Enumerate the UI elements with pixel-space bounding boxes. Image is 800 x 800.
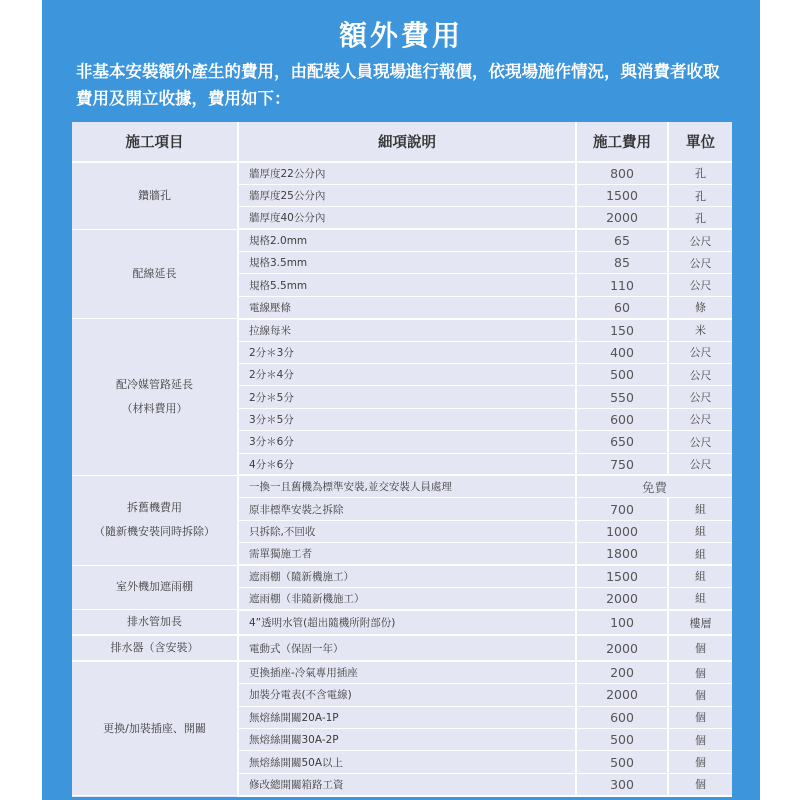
fee-cell: 200 — [576, 661, 668, 683]
fee-panel — [42, 0, 760, 800]
detail-cell: 需單獨施工者 — [238, 543, 576, 565]
table-row — [72, 610, 732, 636]
category-cell — [72, 162, 238, 229]
detail-cell: 無熔絲開關30A-2P — [238, 728, 576, 750]
category-cell — [72, 319, 238, 476]
unit-cell: 個 — [668, 706, 732, 728]
fee-cell: 2000 — [576, 207, 668, 229]
unit-cell: 個 — [668, 635, 732, 661]
category-cell — [72, 661, 238, 795]
unit-cell: 個 — [668, 684, 732, 706]
fee-cell: 2000 — [576, 684, 668, 706]
header-detail: 細項說明 — [238, 122, 576, 162]
table-header-row — [72, 122, 732, 162]
header-unit: 單位 — [668, 122, 732, 162]
category-label: 排水器（含安裝） — [110, 641, 199, 655]
fee-cell: 1500 — [576, 184, 668, 206]
category-cell — [72, 229, 238, 319]
fee-cell: 300 — [576, 773, 668, 795]
detail-cell: 拉線每米 — [238, 319, 576, 341]
unit-cell: 公尺 — [668, 252, 732, 274]
detail-cell: 電動式（保固一年） — [238, 635, 576, 661]
detail-cell: 修改總開關箱路工資 — [238, 773, 576, 795]
detail-cell: 3分＊6分 — [238, 431, 576, 453]
fee-cell: 400 — [576, 341, 668, 363]
fee-cell: 60 — [576, 296, 668, 318]
unit-cell: 樓層 — [668, 610, 732, 636]
fee-cell: 700 — [576, 498, 668, 520]
fee-cell: 750 — [576, 453, 668, 475]
detail-cell: 更換插座-冷氣專用插座 — [238, 661, 576, 683]
detail-cell: 2分＊3分 — [238, 341, 576, 363]
fee-cell: 110 — [576, 274, 668, 296]
detail-cell: 只拆除,不回收 — [238, 520, 576, 542]
fee-cell: 2000 — [576, 635, 668, 661]
detail-cell: 遮雨棚（隨新機施工） — [238, 565, 576, 587]
fee-cell: 1000 — [576, 520, 668, 542]
unit-cell: 公尺 — [668, 431, 732, 453]
fee-cell: 500 — [576, 751, 668, 773]
detail-cell: 加裝分電表(不含電線) — [238, 684, 576, 706]
unit-cell: 孔 — [668, 207, 732, 229]
detail-cell: 3分＊5分 — [238, 408, 576, 430]
unit-cell: 公尺 — [668, 341, 732, 363]
table-row — [72, 475, 732, 497]
fee-cell: 600 — [576, 408, 668, 430]
detail-cell: 4”透明水管(超出隨機所附部份) — [238, 610, 576, 636]
page-title: 額外費用 — [338, 19, 463, 52]
fee-cell: 650 — [576, 431, 668, 453]
unit-cell: 個 — [668, 728, 732, 750]
category-label: （隨新機安裝同時拆除） — [94, 525, 215, 539]
table-row — [72, 319, 732, 341]
unit-cell: 孔 — [668, 184, 732, 206]
unit-cell: 公尺 — [668, 229, 732, 251]
detail-cell: 2分＊5分 — [238, 386, 576, 408]
fee-cell: 免費 — [576, 475, 732, 497]
fee-cell: 85 — [576, 252, 668, 274]
detail-cell: 牆厚度25公分內 — [238, 184, 576, 206]
detail-cell: 無熔絲開關50A以上 — [238, 751, 576, 773]
detail-cell: 遮雨棚（非隨新機施工） — [238, 587, 576, 609]
detail-cell: 無熔絲開關20A-1P — [238, 706, 576, 728]
detail-cell: 一換一且舊機為標準安裝,並交安裝人員處理 — [238, 475, 576, 497]
fee-cell: 150 — [576, 319, 668, 341]
table-row — [72, 661, 732, 683]
detail-cell: 原非標準安裝之拆除 — [238, 498, 576, 520]
fee-table-body — [72, 162, 732, 796]
header-item: 施工項目 — [72, 122, 238, 162]
fee-cell: 1500 — [576, 565, 668, 587]
unit-cell: 個 — [668, 773, 732, 795]
fee-cell: 1800 — [576, 543, 668, 565]
fee-cell: 500 — [576, 364, 668, 386]
detail-cell: 規格2.0mm — [238, 229, 576, 251]
fee-cell: 550 — [576, 386, 668, 408]
fee-table — [72, 122, 732, 797]
category-label: 室外機加遮雨棚 — [116, 580, 193, 594]
unit-cell: 個 — [668, 661, 732, 683]
category-cell — [72, 565, 238, 610]
unit-cell: 組 — [668, 520, 732, 542]
fee-cell: 65 — [576, 229, 668, 251]
category-label: 鑽牆孔 — [138, 188, 171, 202]
category-label: 更換/加裝插座、開關 — [103, 721, 206, 735]
unit-cell: 孔 — [668, 162, 732, 184]
unit-cell: 公尺 — [668, 386, 732, 408]
detail-cell: 電線壓條 — [238, 296, 576, 318]
fee-cell: 600 — [576, 706, 668, 728]
table-row — [72, 565, 732, 587]
fee-cell: 500 — [576, 728, 668, 750]
table-row — [72, 229, 732, 251]
detail-cell: 2分＊4分 — [238, 364, 576, 386]
unit-cell: 公尺 — [668, 274, 732, 296]
unit-cell: 公尺 — [668, 453, 732, 475]
fee-cell: 100 — [576, 610, 668, 636]
unit-cell: 組 — [668, 498, 732, 520]
table-row — [72, 162, 732, 184]
fee-cell: 2000 — [576, 587, 668, 609]
unit-cell: 組 — [668, 587, 732, 609]
category-cell — [72, 635, 238, 661]
category-cell — [72, 475, 238, 565]
detail-cell: 規格5.5mm — [238, 274, 576, 296]
fee-cell: 800 — [576, 162, 668, 184]
category-label: 配冷媒管路延長 — [116, 378, 193, 392]
category-label: 拆舊機費用 — [127, 501, 182, 515]
intro-text: 非基本安裝額外產生的費用，由配裝人員現場進行報價，依現場施作情況，與消費者收取費用及開立收據，費用如下： — [76, 62, 720, 108]
detail-cell: 4分＊6分 — [238, 453, 576, 475]
unit-cell: 組 — [668, 543, 732, 565]
header-fee: 施工費用 — [576, 122, 668, 162]
category-cell — [72, 610, 238, 636]
unit-cell: 組 — [668, 565, 732, 587]
unit-cell: 個 — [668, 751, 732, 773]
category-label: 配線延長 — [132, 266, 177, 280]
detail-cell: 牆厚度40公分內 — [238, 207, 576, 229]
unit-cell: 米 — [668, 319, 732, 341]
unit-cell: 公尺 — [668, 364, 732, 386]
table-row — [72, 635, 732, 661]
unit-cell: 條 — [668, 296, 732, 318]
category-label: （材料費用） — [121, 402, 188, 416]
category-label: 排水管加長 — [127, 615, 182, 629]
detail-cell: 規格3.5mm — [238, 252, 576, 274]
detail-cell: 牆厚度22公分內 — [238, 162, 576, 184]
unit-cell: 公尺 — [668, 408, 732, 430]
